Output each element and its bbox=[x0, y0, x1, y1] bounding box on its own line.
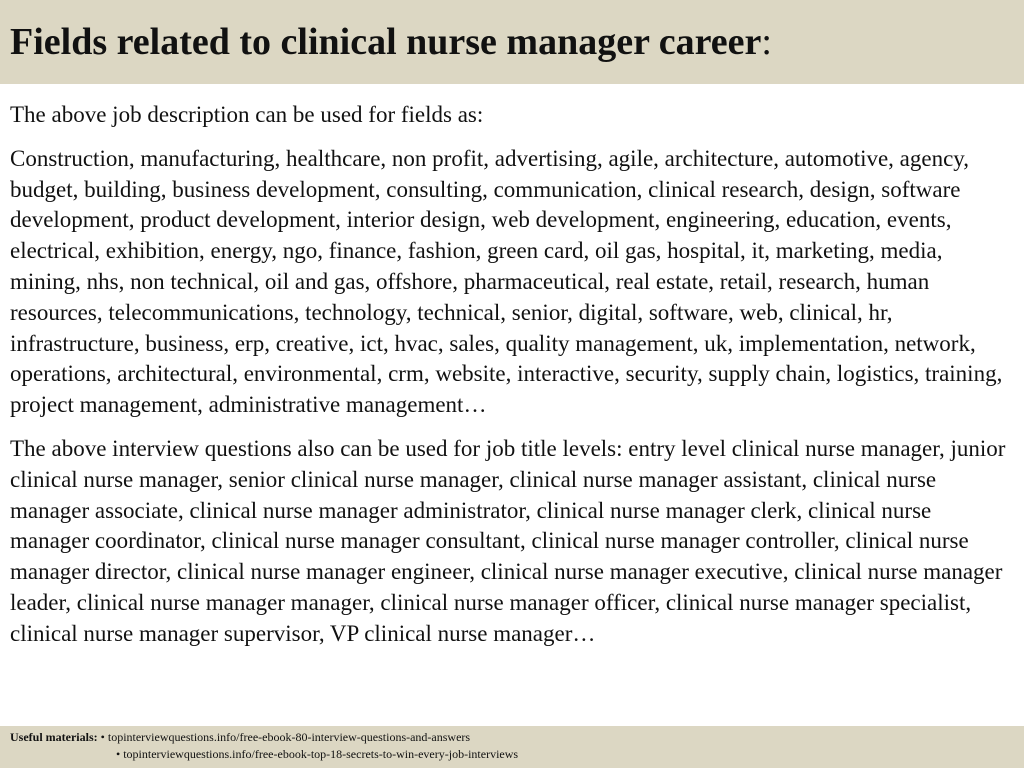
slide-title-colon: : bbox=[761, 21, 772, 63]
slide-title: Fields related to clinical nurse manager career bbox=[10, 21, 762, 63]
footer-row-2 bbox=[10, 746, 1024, 763]
footer-bar bbox=[0, 726, 1024, 768]
title-bar bbox=[0, 0, 1024, 84]
footer-link-ebook-18-secrets[interactable]: • topinterviewquestions.info/free-ebook-top-18-secrets-to-win-every-job-interviews bbox=[116, 747, 519, 761]
slide-body bbox=[10, 100, 1016, 650]
footer-indent bbox=[10, 746, 116, 763]
footer-label-colon: : bbox=[93, 730, 98, 744]
intro-paragraph: The above job description can be used for fields as: bbox=[10, 102, 484, 127]
footer-label-text: Useful materials bbox=[10, 730, 94, 744]
footer-label bbox=[10, 729, 101, 746]
job-levels-paragraph: The above interview questions also can be used for job title levels: entry level clinical nurse manager, junior clinical nurse manager, senior clinical nurse manager, clinical nurse manager assistant, clinical nurse manager associate, clinical nurse manager administrator, clinical nurse manager clerk, clinical nurse manager coordinator, clinical nurse manager consultant, clinical nurse manager controller, clinical nurse manager director, clinical nurse manager engineer, clinical nurse manager executive, clinical nurse manager leader, clinical nurse manager manager, clinical nurse manager officer, clinical nurse manager specialist, clinical nurse manager supervisor, VP clinical nurse manager… bbox=[10, 435, 1006, 646]
fields-paragraph: Construction, manufacturing, healthcare, non profit, advertising, agile, architecture, automotive, agency, budget, building, business development, consulting, communication, clinical research, design, software development, product development, interior design, web development, engineering, education, events, electrical, exhibition, energy, ngo, finance, fashion, green card, oil gas, hospital, it, marketing, media, mining, nhs, non technical, oil and gas, offshore, pharmaceutical, real estate, retail, research, human resources, telecommunications, technology, technical, senior, digital, software, web, clinical, hr, infrastructure, business, erp, creative, ict, hvac, sales, quality management, uk, implementation, network, operations, architectural, environmental, crm, website, interactive, security, supply chain, logistics, training, project management, administrative management… bbox=[10, 145, 1003, 418]
footer-link-ebook-80-questions[interactable]: • topinterviewquestions.info/free-ebook-80-interview-questions-and-answers bbox=[100, 730, 471, 744]
footer-row-1 bbox=[10, 729, 1024, 746]
